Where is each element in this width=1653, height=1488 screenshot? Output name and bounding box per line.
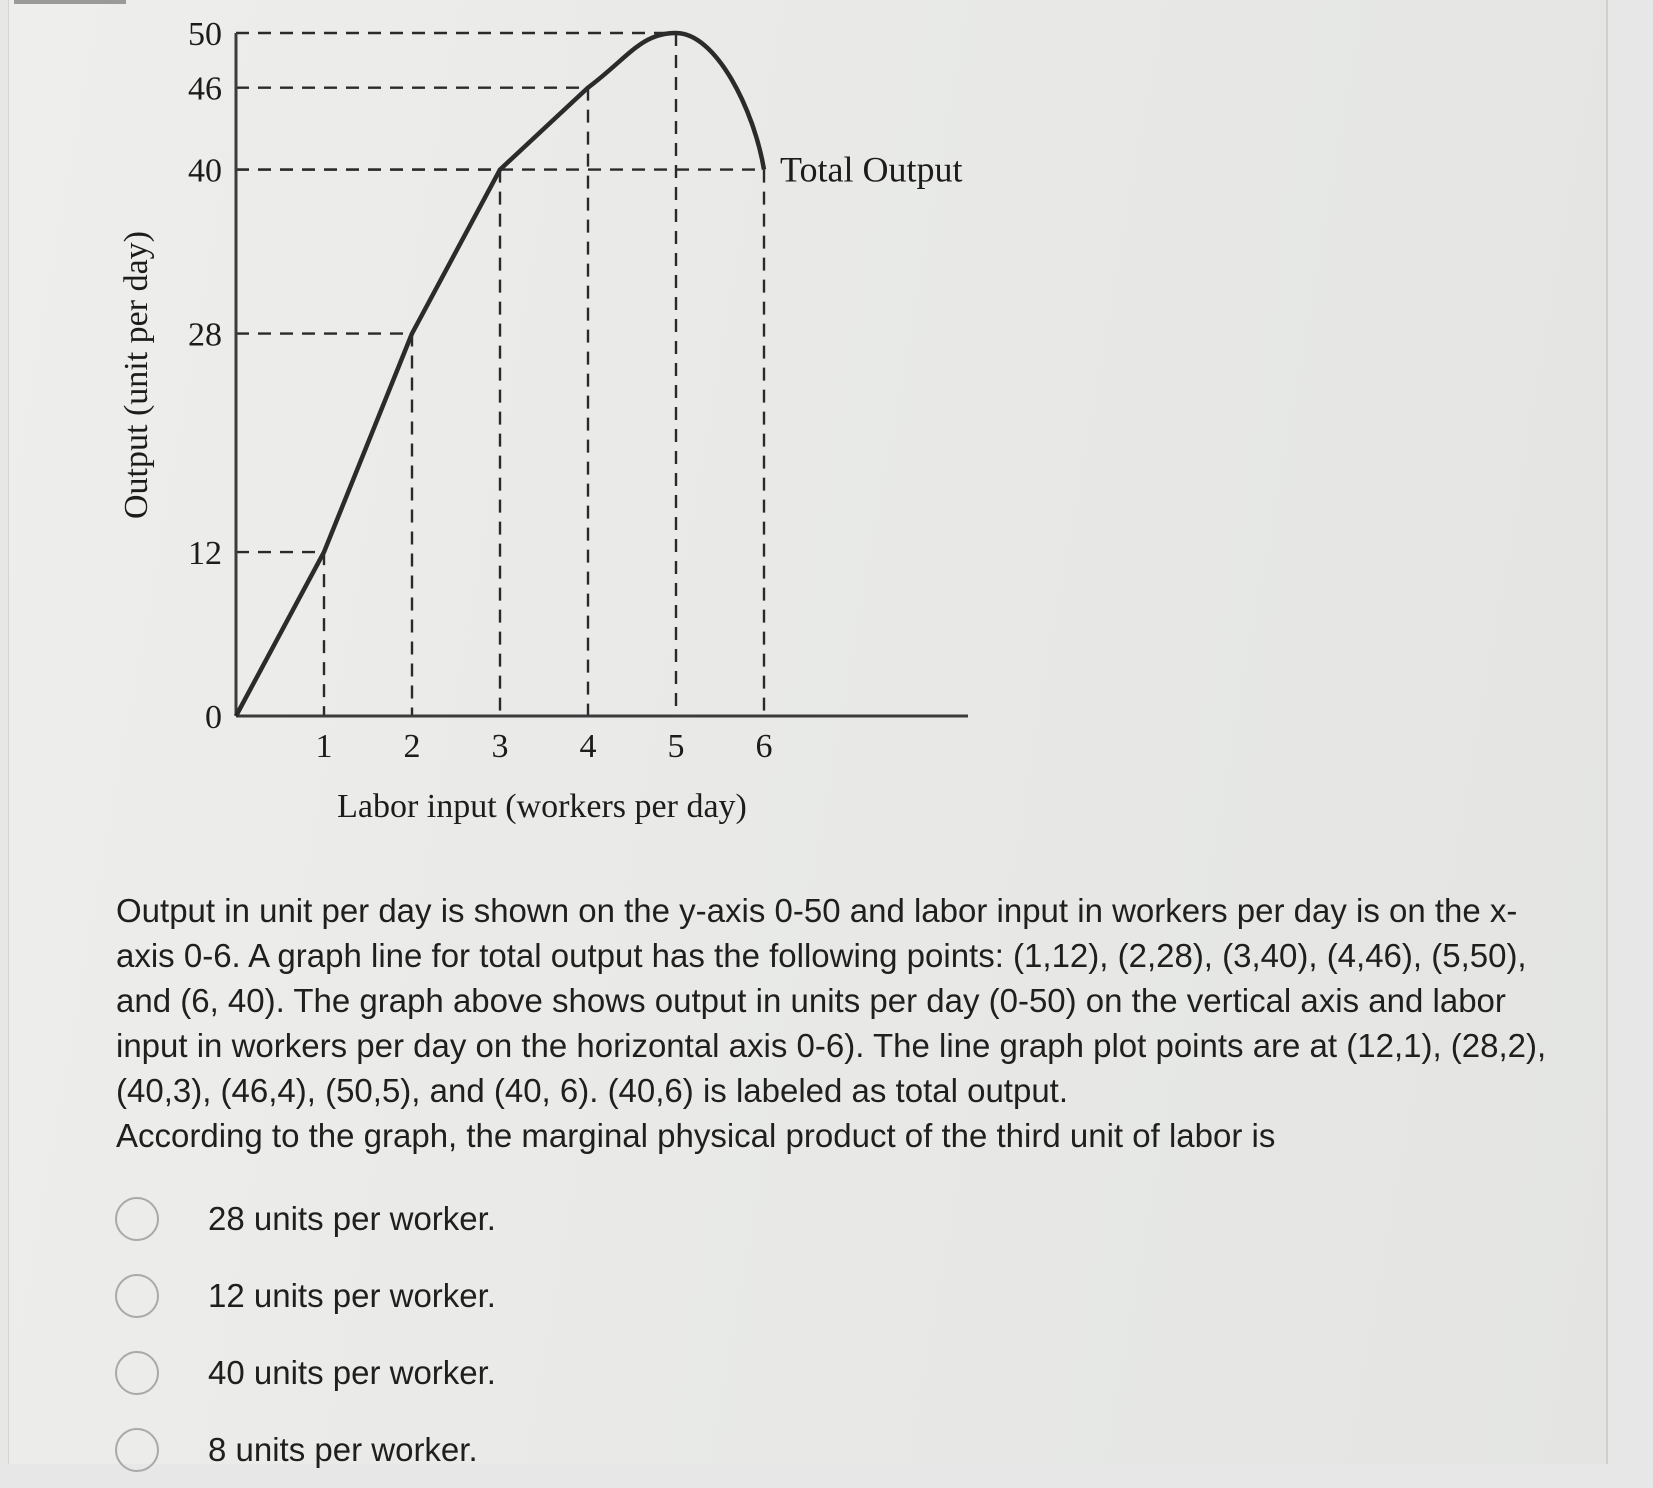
y-tick-label-12: 12: [188, 535, 222, 572]
question-description: Output in unit per day is shown on the y-axis 0-50 and labor input in workers per day is on the x-axis 0-6. A graph line for total output has the following points: (1,12), (2,28), (3,40), (4,46), (5,50), and (6, 40). The graph above shows output in units per day (0-50) on the vertical axis and labor input in workers per day on the horizontal axis 0-6). The line graph plot points are at (12,1), (28,2), (40,3), (46,4), (50,5), and (40, 6). (40,6) is labeled as total output.: [116, 888, 1576, 1113]
reference-lines: [236, 33, 764, 716]
axes: [236, 33, 968, 716]
y-tick-label-50: 50: [188, 16, 222, 53]
y-tick-label-46: 46: [188, 71, 222, 108]
y-axis-title: Output (unit per day): [118, 231, 155, 519]
answer-option-label-4: 8 units per worker.: [208, 1431, 478, 1469]
radio-button-3[interactable]: [115, 1351, 159, 1395]
question-prompt: According to the graph, the marginal physical product of the third unit of labor is: [116, 1113, 1576, 1158]
radio-button-4[interactable]: [115, 1428, 159, 1472]
question-text-block: [116, 888, 1576, 1158]
x-tick-label-4: 4: [580, 728, 597, 765]
x-tick-label-5: 5: [668, 728, 685, 765]
radio-button-1[interactable]: [115, 1197, 159, 1241]
radio-button-2[interactable]: [115, 1274, 159, 1318]
x-axis-title: Labor input (workers per day): [337, 788, 747, 825]
y-tick-label-0: 0: [205, 699, 222, 736]
x-tick-labels: [316, 728, 773, 765]
answer-option-1[interactable]: [115, 1180, 1015, 1257]
y-tick-label-40: 40: [188, 153, 222, 190]
answer-option-label-3: 40 units per worker.: [208, 1354, 496, 1392]
answer-option-label-2: 12 units per worker.: [208, 1277, 496, 1315]
answer-option-label-1: 28 units per worker.: [208, 1200, 496, 1238]
y-tick-label-28: 28: [188, 317, 222, 354]
x-tick-label-1: 1: [316, 728, 333, 765]
answer-option-2[interactable]: [115, 1257, 1015, 1334]
chart-labels: [118, 150, 962, 825]
answer-option-3[interactable]: [115, 1334, 1015, 1411]
series-label-total-output: Total Output: [780, 150, 962, 190]
y-tick-labels: [188, 16, 222, 736]
x-tick-label-2: 2: [404, 728, 421, 765]
answer-option-4[interactable]: [115, 1411, 1015, 1488]
x-tick-label-3: 3: [492, 728, 509, 765]
answer-options: [115, 1180, 1015, 1488]
x-tick-label-6: 6: [756, 728, 773, 765]
